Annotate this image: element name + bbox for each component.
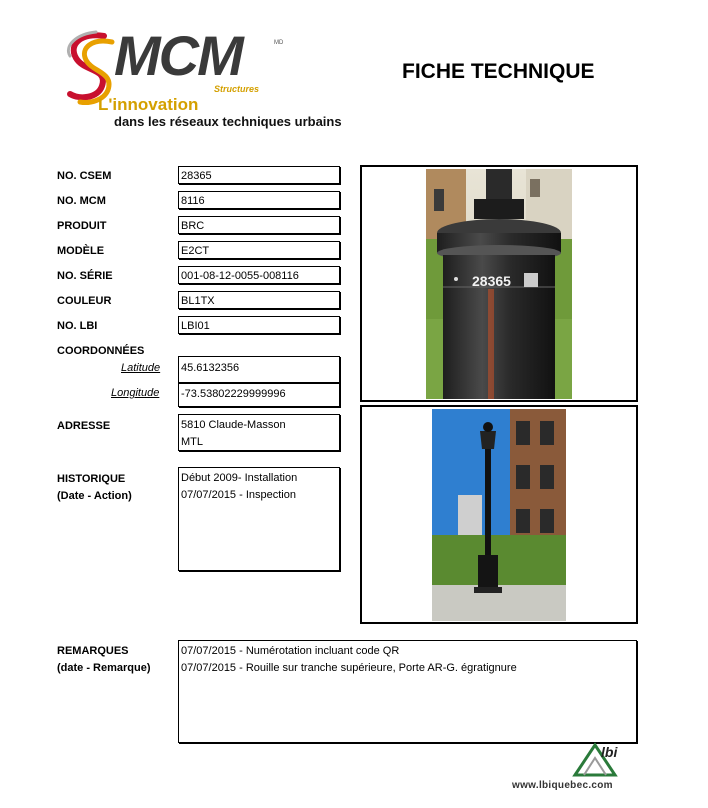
lbi-logo-text: lbi bbox=[601, 744, 618, 760]
value-modele: E2CT bbox=[178, 241, 340, 259]
historique-line-1: Début 2009- Installation bbox=[181, 472, 298, 484]
photo-frame-2 bbox=[360, 405, 638, 624]
logo-tagline-1: L'innovation bbox=[98, 95, 199, 114]
label-serie: NO. SÉRIE bbox=[57, 270, 113, 282]
label-mcm: NO. MCM bbox=[57, 195, 106, 207]
historique-line-2: 07/07/2015 - Inspection bbox=[181, 489, 296, 501]
label-historique-sub: (Date - Action) bbox=[57, 490, 132, 502]
value-mcm: 8116 bbox=[178, 191, 340, 209]
label-produit: PRODUIT bbox=[57, 220, 107, 232]
value-serie: 001-08-12-0055-008116 bbox=[178, 266, 340, 284]
value-couleur: BL1TX bbox=[178, 291, 340, 309]
label-remarques: REMARQUES bbox=[57, 645, 129, 657]
photo-frame-1 bbox=[360, 165, 638, 402]
lamp-post-photo bbox=[432, 409, 566, 621]
label-coordonnees: COORDONNÉES bbox=[57, 345, 145, 357]
label-couleur: COULEUR bbox=[57, 295, 112, 307]
value-remarques bbox=[178, 640, 637, 743]
label-csem: NO. CSEM bbox=[57, 170, 112, 182]
logo-brand: MCM bbox=[114, 24, 242, 87]
label-latitude: Latitude bbox=[121, 362, 161, 374]
remarques-line-2: 07/07/2015 - Rouille sur tranche supérieure, Porte AR-G. égratignure bbox=[181, 662, 517, 674]
label-historique: HISTORIQUE bbox=[57, 473, 126, 485]
label-lbi: NO. LBI bbox=[57, 320, 98, 332]
value-longitude: -73.53802229999996 bbox=[178, 382, 340, 407]
logo-tm: MD bbox=[274, 40, 284, 46]
page-title: FICHE TECHNIQUE bbox=[402, 60, 595, 83]
value-adresse bbox=[178, 414, 340, 451]
mcm-logo bbox=[62, 22, 382, 137]
post-number-label: 28365 bbox=[472, 273, 511, 289]
value-lbi: LBI01 bbox=[178, 316, 340, 334]
value-historique bbox=[178, 467, 340, 571]
value-csem: 28365 bbox=[178, 166, 340, 184]
remarques-line-1: 07/07/2015 - Numérotation incluant code QR bbox=[181, 645, 400, 657]
label-remarques-sub: (date - Remarque) bbox=[57, 662, 151, 674]
adresse-line-2: MTL bbox=[181, 436, 203, 448]
value-latitude: 45.6132356 bbox=[178, 356, 340, 383]
label-modele: MODÈLE bbox=[57, 245, 105, 257]
value-produit: BRC bbox=[178, 216, 340, 234]
footer-url[interactable]: www.lbiquebec.com bbox=[512, 780, 613, 791]
adresse-line-1: 5810 Claude-Masson bbox=[181, 419, 286, 431]
label-longitude: Longitude bbox=[111, 387, 160, 399]
logo-sub: Structures bbox=[214, 84, 260, 94]
post-closeup-photo bbox=[426, 169, 572, 399]
label-adresse: ADRESSE bbox=[57, 420, 111, 432]
logo-tagline-2: dans les réseaux techniques urbains bbox=[114, 114, 342, 129]
